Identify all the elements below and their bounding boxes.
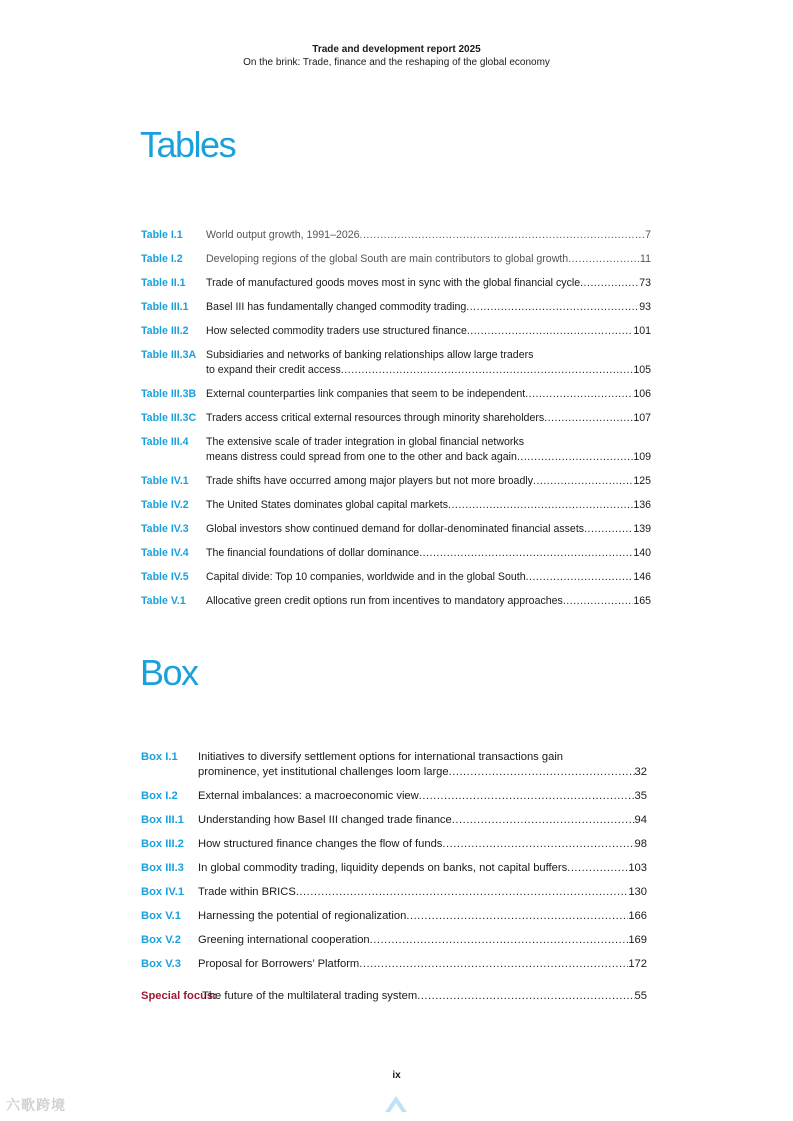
leader-dots: [526, 570, 634, 585]
entry-title: In global commodity trading, liquidity depends on banks, not capital buffers: [198, 862, 568, 874]
entry-title: Developing regions of the global South are main contributors to global growth: [206, 253, 569, 265]
leader-dots: [296, 885, 629, 900]
entry-label: Box V.1: [141, 910, 182, 922]
toc-entry[interactable]: [141, 435, 651, 465]
entry-page: 7: [645, 229, 651, 241]
entry-page: 101: [633, 325, 651, 337]
entry-title: The extensive scale of trader integration in global financial networks: [206, 436, 524, 448]
entry-page: 107: [633, 412, 651, 424]
entry-label: Box III.3: [141, 862, 184, 874]
entry-title: World output growth, 1991–2026: [206, 229, 360, 241]
entry-label: Table IV.1: [141, 475, 189, 487]
toc-entry[interactable]: [141, 228, 651, 243]
leader-dots: [417, 989, 634, 1004]
entry-page: 140: [633, 547, 651, 559]
entry-title: Greening international cooperation: [198, 934, 370, 946]
toc-entry[interactable]: [141, 570, 651, 585]
entry-label: Table IV.2: [141, 499, 189, 511]
entry-page: 165: [633, 595, 651, 607]
leader-dots: [568, 252, 640, 267]
entry-title: Initiatives to diversify settlement options for international transactions gain: [198, 751, 564, 763]
entry-label: Table III.4: [141, 436, 189, 448]
special-focus-text: The future of the multilateral trading system: [202, 990, 418, 1002]
entry-title: prominence, yet institutional challenges loom large: [198, 766, 449, 778]
toc-entry[interactable]: [141, 498, 651, 513]
entry-title: to expand their credit access: [206, 364, 341, 376]
leader-dots: [517, 450, 633, 465]
leader-dots: [533, 474, 633, 489]
entry-title: Trade of manufactured goods moves most in sync with the global financial cycle: [206, 277, 581, 289]
entry-label: Table I.2: [141, 253, 183, 265]
toc-entry[interactable]: [141, 474, 651, 489]
entry-page: 136: [633, 499, 651, 511]
entry-label: Box I.1: [141, 751, 178, 763]
tables-list: [141, 228, 651, 618]
toc-entry[interactable]: [141, 252, 651, 267]
entry-label: Table IV.3: [141, 523, 189, 535]
leader-dots: [563, 594, 633, 609]
leader-dots: [580, 276, 639, 291]
entry-title: Traders access critical external resources through minority shareholders: [206, 412, 545, 424]
entry-page: 125: [633, 475, 651, 487]
entry-label: Table IV.5: [141, 571, 189, 583]
chevron-up-icon[interactable]: [383, 1090, 409, 1116]
entry-page: 35: [634, 790, 647, 802]
leader-dots: [442, 837, 634, 852]
entry-page: 73: [639, 277, 651, 289]
entry-title: Subsidiaries and networks of banking relationships allow large traders: [206, 349, 534, 361]
entry-title: How selected commodity traders use structured finance: [206, 325, 467, 337]
leader-dots: [567, 861, 628, 876]
entry-title: Trade shifts have occurred among major players but not more broadly: [206, 475, 533, 487]
entry-title: Trade within BRICS: [198, 886, 296, 898]
leader-dots: [419, 546, 633, 561]
entry-page: 109: [633, 451, 651, 463]
toc-entry[interactable]: [141, 348, 651, 378]
leader-dots: [359, 957, 628, 972]
entry-page: 130: [628, 886, 647, 898]
toc-entry[interactable]: [141, 837, 647, 852]
toc-entry[interactable]: [141, 546, 651, 561]
entry-page: 93: [639, 301, 651, 313]
entry-page: 166: [628, 910, 647, 922]
leader-dots: [341, 363, 633, 378]
toc-entry[interactable]: [141, 789, 647, 804]
entry-title: External imbalances: a macroeconomic view: [198, 790, 419, 802]
leader-dots: [448, 498, 633, 513]
box-heading: Box: [140, 652, 198, 693]
entry-label: Table V.1: [141, 595, 186, 607]
toc-entry[interactable]: [141, 594, 651, 609]
leader-dots: [584, 522, 633, 537]
leader-dots: [466, 300, 639, 315]
entry-page: 146: [633, 571, 651, 583]
toc-entry[interactable]: [141, 387, 651, 402]
toc-entry[interactable]: [141, 885, 647, 900]
entry-title: Proposal for Borrowers’ Platform: [198, 958, 360, 970]
entry-title: Capital divide: Top 10 companies, worldwide and in the global South: [206, 571, 526, 583]
entry-page: 98: [634, 838, 647, 850]
entry-title: External counterparties link companies that seem to be independent: [206, 388, 526, 400]
toc-entry[interactable]: [141, 522, 651, 537]
toc-entry[interactable]: [141, 957, 647, 972]
tables-heading: Tables: [140, 124, 236, 165]
report-subtitle: On the brink: Trade, finance and the reshaping of the global economy: [243, 57, 550, 68]
entry-page: 139: [633, 523, 651, 535]
entry-page: 94: [634, 814, 647, 826]
watermark-logo: 六歌跨境: [6, 1097, 66, 1113]
entry-label: Box III.1: [141, 814, 184, 826]
toc-entry[interactable]: [141, 300, 651, 315]
leader-dots: [449, 765, 635, 780]
entry-label: Table III.3C: [141, 412, 197, 424]
entry-title: Global investors show continued demand for dollar-denominated financial assets: [206, 523, 585, 535]
toc-entry[interactable]: [141, 933, 647, 948]
toc-entry[interactable]: [141, 411, 651, 426]
entry-title: The financial foundations of dollar dominance: [206, 547, 420, 559]
entry-label: Table III.2: [141, 325, 189, 337]
entry-label: Box V.3: [141, 958, 182, 970]
entry-label: Box IV.1: [141, 886, 185, 898]
entry-page: 32: [634, 766, 647, 778]
toc-entry[interactable]: [141, 909, 647, 924]
leader-dots: [370, 933, 629, 948]
entry-label: Table I.1: [141, 229, 183, 241]
entry-title: How structured finance changes the flow of funds: [198, 838, 443, 850]
entry-page: 105: [633, 364, 651, 376]
entry-title: Allocative green credit options run from incentives to mandatory approaches: [206, 595, 563, 607]
entry-title: The United States dominates global capital markets: [206, 499, 449, 511]
entry-title: means distress could spread from one to the other and back again: [206, 451, 517, 463]
leader-dots: [419, 789, 635, 804]
box-list: [141, 750, 647, 981]
toc-entry[interactable]: [141, 324, 651, 339]
leader-dots: [525, 387, 633, 402]
leader-dots: [406, 909, 628, 924]
toc-entry[interactable]: [141, 813, 647, 828]
entry-label: Table II.1: [141, 277, 186, 289]
entry-label: Box III.2: [141, 838, 184, 850]
entry-label: Box I.2: [141, 790, 178, 802]
toc-entry[interactable]: [141, 276, 651, 291]
leader-dots: [467, 324, 633, 339]
entry-label: Table III.1: [141, 301, 189, 313]
entry-label: Table III.3B: [141, 388, 197, 400]
entry-title: Understanding how Basel III changed trade finance: [198, 814, 452, 826]
entry-page: 169: [628, 934, 647, 946]
special-focus-page: 55: [634, 990, 647, 1002]
entry-page: 11: [640, 253, 651, 265]
entry-page: 106: [633, 388, 651, 400]
entry-page: 172: [628, 958, 647, 970]
entry-page: 103: [628, 862, 647, 874]
entry-label: Box V.2: [141, 934, 182, 946]
entry-title: Harnessing the potential of regionalization: [198, 910, 407, 922]
toc-entry[interactable]: [141, 861, 647, 876]
report-title: Trade and development report 2025: [312, 44, 481, 55]
leader-dots: [452, 813, 635, 828]
entry-label: Table III.3A: [141, 349, 197, 361]
page-number: ix: [392, 1070, 401, 1081]
leader-dots: [360, 228, 646, 243]
page-header: [0, 43, 793, 69]
entry-title: Basel III has fundamentally changed commodity trading: [206, 301, 467, 313]
toc-entry[interactable]: [141, 750, 647, 780]
special-focus-label: Special focus:: [141, 990, 217, 1002]
entry-label: Table IV.4: [141, 547, 189, 559]
leader-dots: [544, 411, 633, 426]
special-focus-entry[interactable]: [141, 989, 647, 1004]
